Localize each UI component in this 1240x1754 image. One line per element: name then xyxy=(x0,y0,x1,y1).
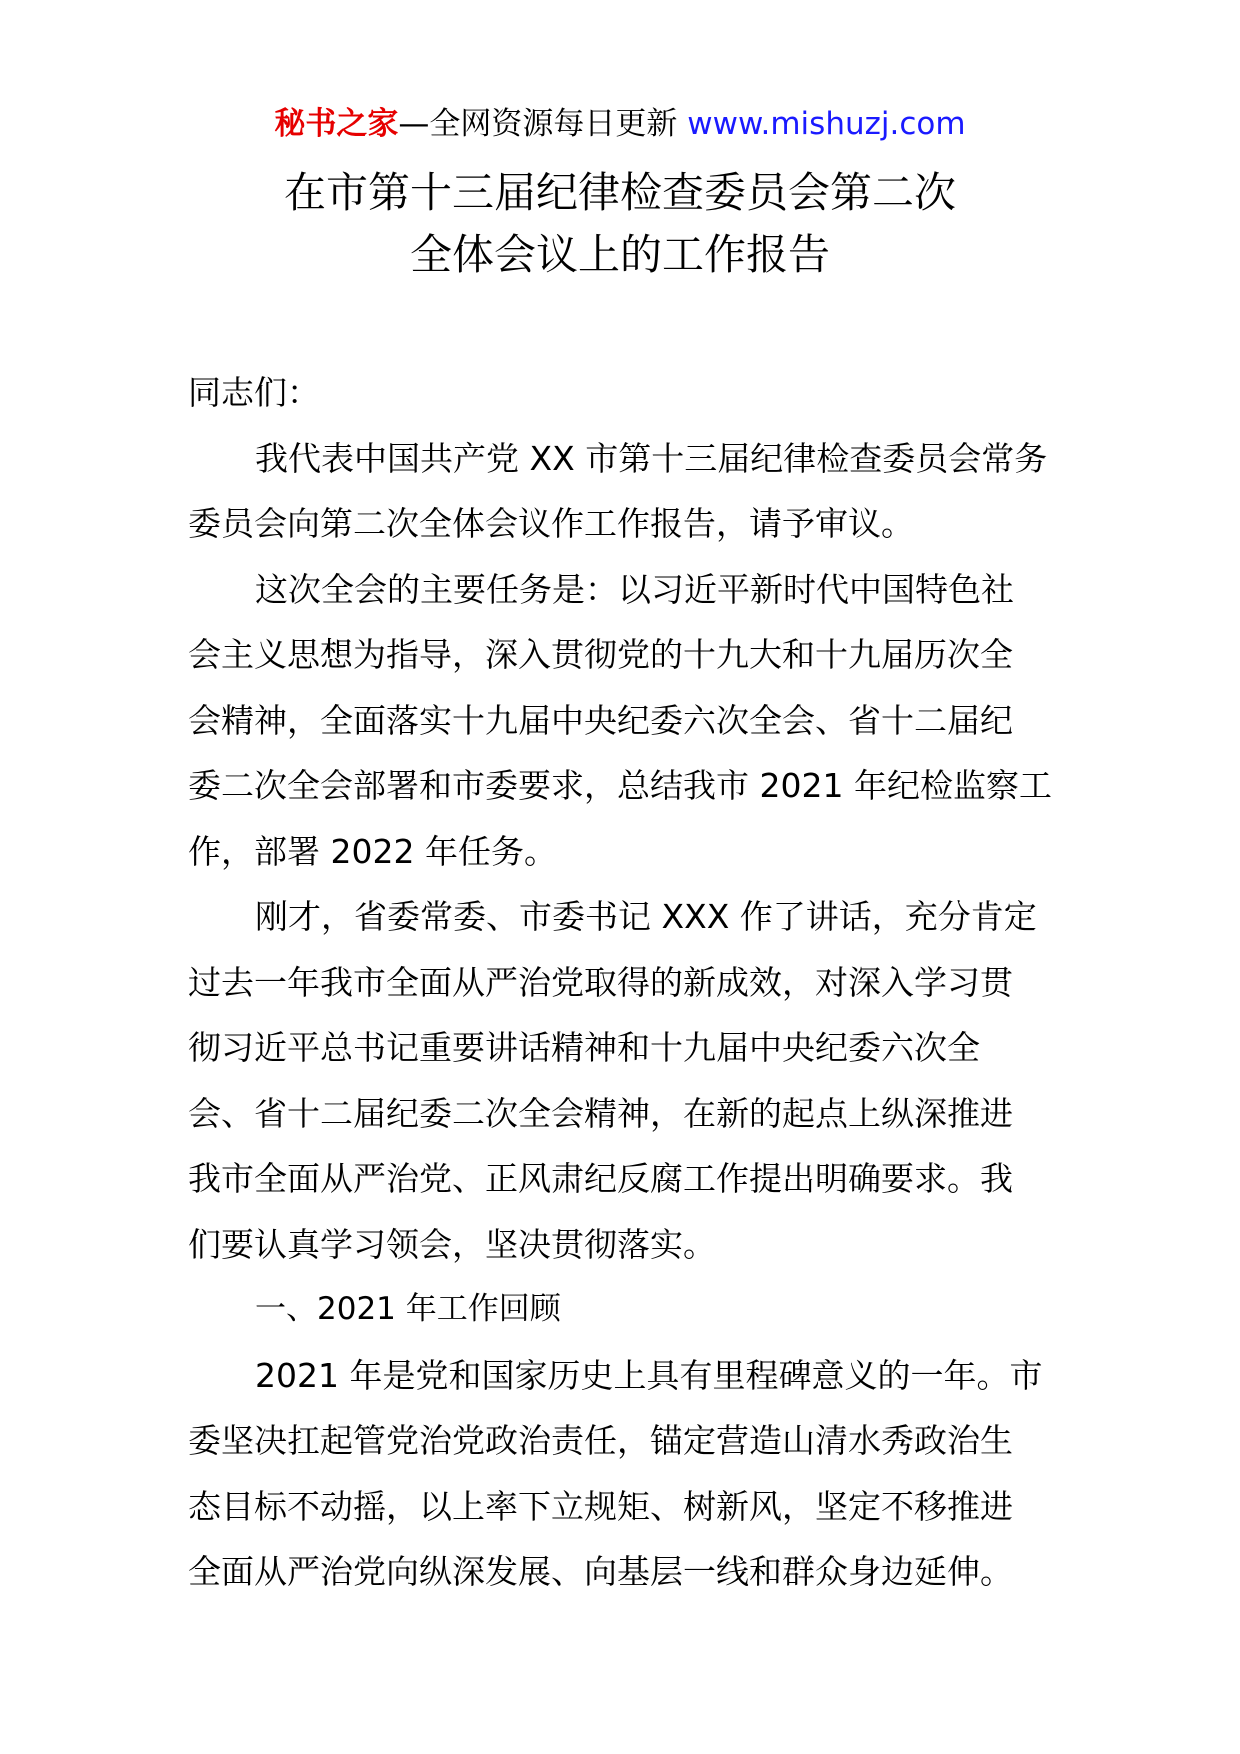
paragraph-4 xyxy=(188,1343,1058,1605)
salutation: 同志们： xyxy=(188,373,320,412)
banner-tagline: —全网资源每日更新 xyxy=(398,106,688,142)
paragraph-2 xyxy=(188,557,1058,885)
paragraph-line: 彻习近平总书记重要讲话精神和十九届中央纪委六次全 xyxy=(188,1028,980,1067)
paragraph-line: 2021 年是党和国家历史上具有里程碑意义的一年。市 xyxy=(255,1355,1043,1395)
site-url-link[interactable]: www.mishuzj.com xyxy=(687,106,966,142)
paragraph-line: 们要认真学习领会，坚决贯彻落实。 xyxy=(188,1224,716,1264)
paragraph-line: 委二次全会部署和市委要求，总结我市 2021 年纪检监察工 xyxy=(188,766,1052,805)
paragraph-line: 会精神，全面落实十九届中央纪委六次全会、省十二届纪 xyxy=(188,700,1013,740)
paragraph-3 xyxy=(188,884,1058,1277)
paragraph-line: 态目标不动摇，以上率下立规矩、树新风，坚定不移推进 xyxy=(188,1486,1013,1526)
paragraph-line: 会、省十二届纪委二次全会精神，在新的起点上纵深推进 xyxy=(188,1093,1013,1133)
paragraph-line: 全面从严治党向纵深发展、向基层一线和群众身边延伸。 xyxy=(188,1552,1013,1591)
paragraph-line: 刚才，省委常委、市委书记 XXX 作了讲话，充分肯定 xyxy=(255,897,1037,936)
document-body xyxy=(188,360,1058,1605)
title-line-2: 全体会议上的工作报告 xyxy=(409,230,830,279)
paragraph-line: 委坚决扛起管党治党政治责任，锚定营造山清水秀政治生 xyxy=(188,1421,1013,1460)
paragraph-line: 会主义思想为指导，深入贯彻党的十九大和十九届历次全 xyxy=(188,635,1013,674)
section-heading xyxy=(188,1277,1058,1343)
paragraph-line: 我市全面从严治党、正风肃纪反腐工作提出明确要求。我 xyxy=(188,1159,1013,1198)
site-banner xyxy=(0,104,1240,144)
paragraph-line: 委员会向第二次全体会议作工作报告，请予审议。 xyxy=(188,504,914,543)
document-title xyxy=(0,162,1240,286)
paragraph-line: 这次全会的主要任务是：以习近平新时代中国特色社 xyxy=(255,569,1014,609)
brand-name: 秘书之家 xyxy=(274,106,399,142)
paragraph-1 xyxy=(188,426,1058,557)
paragraph-line: 过去一年我市全面从严治党取得的新成效，对深入学习贯 xyxy=(188,962,1013,1002)
paragraph-line: 我代表中国共产党 XX 市第十三届纪律检查委员会常务 xyxy=(255,438,1048,478)
title-line-1: 在市第十三届纪律检查委员会第二次 xyxy=(283,168,956,217)
section-heading-text: 一、2021 年工作回顾 xyxy=(255,1291,561,1327)
paragraph-line: 作，部署 2022 年任务。 xyxy=(188,831,557,871)
